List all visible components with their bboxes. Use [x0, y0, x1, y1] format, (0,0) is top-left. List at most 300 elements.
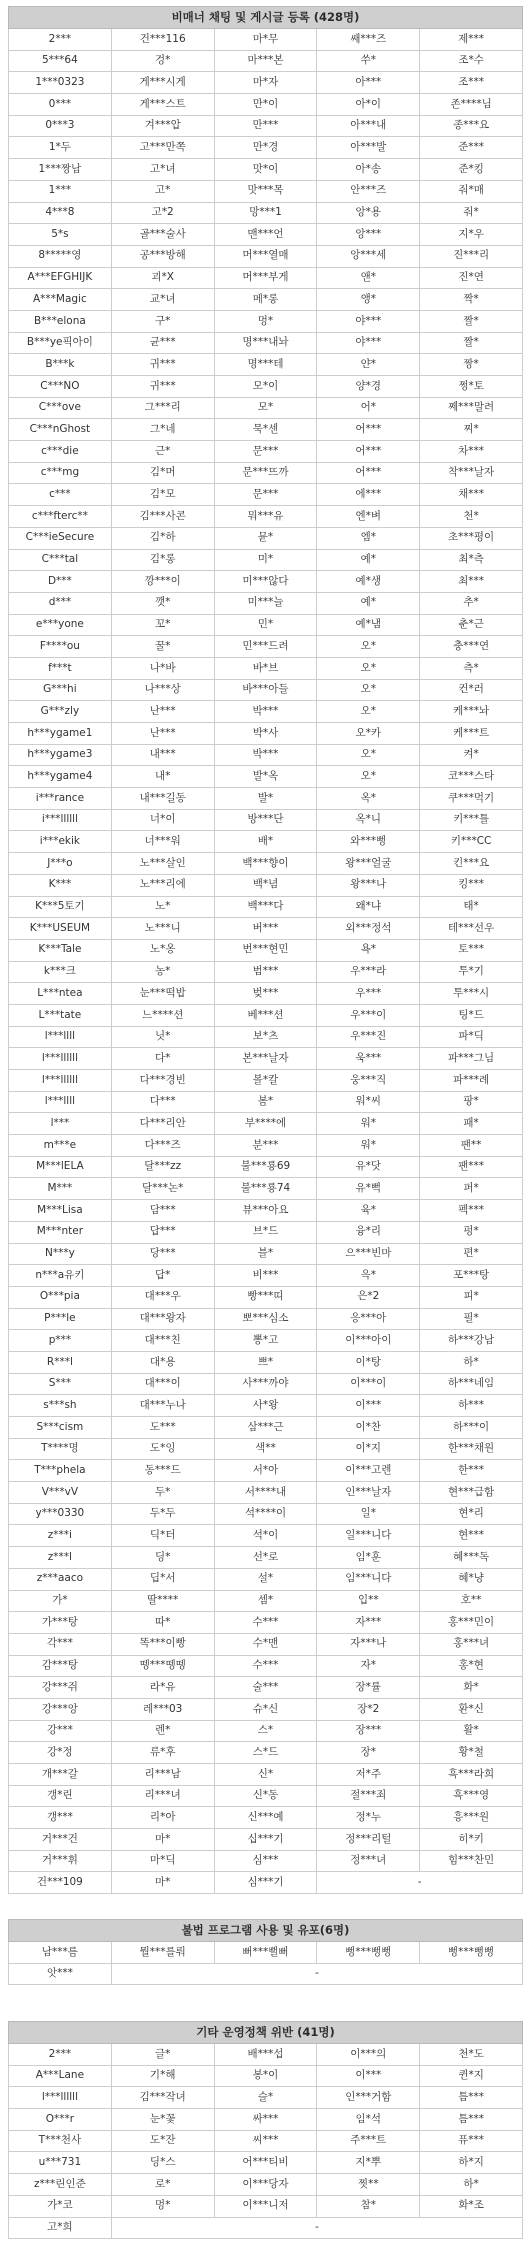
user-name-cell: 야*** [317, 332, 420, 354]
user-name-cell: 십***기 [214, 1829, 317, 1851]
user-name-cell: 왜*냐 [317, 896, 420, 918]
user-name-cell: 오* [317, 701, 420, 723]
ban-list [9, 29, 523, 1894]
table-row [9, 1872, 523, 1894]
user-name-cell: l***llll [9, 1091, 112, 1113]
table-row [9, 1764, 523, 1786]
user-name-cell: C***NO [9, 376, 112, 398]
user-name-cell: T***phela [9, 1460, 112, 1482]
user-name-cell: 김*하 [111, 527, 214, 549]
user-name-cell: 틈*** [420, 2109, 523, 2131]
user-name-cell: C***tal [9, 549, 112, 571]
user-name-cell: 비*** [214, 1265, 317, 1287]
user-name-cell: 편* [420, 1243, 523, 1265]
user-name-cell: A***EFGHIJK [9, 267, 112, 289]
user-name-cell: 백***다 [214, 896, 317, 918]
user-name-cell: 노***살인 [111, 853, 214, 875]
user-name-cell: 보*츠 [214, 1026, 317, 1048]
user-name-cell: 우***이 [317, 1004, 420, 1026]
user-name-cell: 렌* [111, 1720, 214, 1742]
user-name-cell: z***i [9, 1525, 112, 1547]
user-name-cell: 불***룡69 [214, 1156, 317, 1178]
user-name-cell: 킨***요 [420, 853, 523, 875]
user-name-cell: 슬* [214, 2087, 317, 2109]
user-name-cell: 뗑***뗑뗑 [111, 1655, 214, 1677]
user-name-cell: 딩*스 [111, 2152, 214, 2174]
user-name-cell: 욕* [317, 939, 420, 961]
user-name-cell: n***a유키 [9, 1265, 112, 1287]
section-unmannered-chat [8, 6, 523, 1894]
user-name-cell: 다* [111, 1048, 214, 1070]
user-name-cell: 테***선우 [420, 918, 523, 940]
table-row [9, 180, 523, 202]
user-name-cell: 혜***독 [420, 1547, 523, 1569]
table-row [9, 267, 523, 289]
user-name-cell: O***pia [9, 1286, 112, 1308]
user-name-cell: 리*아 [111, 1807, 214, 1829]
user-name-cell: 내* [111, 766, 214, 788]
user-name-cell: 이***이 [317, 1373, 420, 1395]
user-name-cell: 케***놔 [420, 701, 523, 723]
user-name-cell: 컨*러 [420, 679, 523, 701]
user-name-cell: 4***8 [9, 202, 112, 224]
table-row [9, 441, 523, 463]
user-name-cell: f***t [9, 657, 112, 679]
table-row [9, 1113, 523, 1135]
user-name-cell: 찟** [317, 2174, 420, 2196]
user-name-cell: 스* [214, 1720, 317, 1742]
user-name-cell: 너*이 [111, 809, 214, 831]
user-name-cell: 앙***세 [317, 245, 420, 267]
user-name-cell: 머***열매 [214, 245, 317, 267]
user-name-cell: z***l [9, 1547, 112, 1569]
user-name-cell: 채*** [420, 484, 523, 506]
user-name-cell: 범*** [214, 961, 317, 983]
user-name-cell: 진***리 [420, 245, 523, 267]
user-name-cell: 내***길동 [111, 788, 214, 810]
user-name-cell: 홍*현 [420, 1655, 523, 1677]
user-name-cell: 노* [111, 896, 214, 918]
table-header-row [9, 1920, 523, 1942]
user-name-cell: 이***당자 [214, 2174, 317, 2196]
table-row [9, 766, 523, 788]
user-name-cell: 제*** [420, 29, 523, 51]
table-row [9, 137, 523, 159]
user-name-cell: 화* [420, 1677, 523, 1699]
user-name-cell: 하* [420, 2174, 523, 2196]
table-row [9, 1655, 523, 1677]
table-row [9, 657, 523, 679]
user-name-cell: 불***룡74 [214, 1178, 317, 1200]
table-header [9, 1920, 523, 1942]
user-name-cell: 답*** [111, 1221, 214, 1243]
user-name-cell: 호** [420, 1590, 523, 1612]
user-name-cell: 베***션 [214, 1004, 317, 1026]
user-name-cell: 아*송 [317, 159, 420, 181]
user-name-cell: 장* [317, 1742, 420, 1764]
user-name-cell: 하***네임 [420, 1373, 523, 1395]
user-name-cell: 동***드 [111, 1460, 214, 1482]
user-name-cell: 토*** [420, 939, 523, 961]
user-name-cell: 은*2 [317, 1286, 420, 1308]
user-name-cell: 춘*근 [420, 614, 523, 636]
user-name-cell: 어*** [317, 441, 420, 463]
user-name-cell: 펑* [420, 1221, 523, 1243]
table-header-row [9, 7, 523, 29]
user-name-cell: 정***리털 [317, 1829, 420, 1851]
table-row [9, 1048, 523, 1070]
user-name-cell: 최*** [420, 571, 523, 593]
user-name-cell: 기*해 [111, 2065, 214, 2087]
user-name-cell: 오* [317, 744, 420, 766]
table-row [9, 2195, 523, 2217]
user-name-cell: 겨***압 [111, 115, 214, 137]
user-name-cell: 퀸*지 [420, 2065, 523, 2087]
user-name-cell: 삼***근 [214, 1417, 317, 1439]
user-name-cell: 건***116 [111, 29, 214, 51]
user-name-cell: c***die [9, 441, 112, 463]
user-name-cell: 이***의 [317, 2044, 420, 2066]
user-name-cell: 1*** [9, 180, 112, 202]
user-name-cell: 이*찬 [317, 1417, 420, 1439]
user-name-cell: 참* [317, 2195, 420, 2217]
user-name-cell: 가* [9, 1590, 112, 1612]
user-name-cell: 감***탕 [9, 1655, 112, 1677]
user-name-cell: 유*뻑 [317, 1178, 420, 1200]
table-row [9, 2152, 523, 2174]
user-name-cell: 분*** [214, 1135, 317, 1157]
user-name-cell: J***o [9, 853, 112, 875]
user-name-cell: 자***나 [317, 1633, 420, 1655]
table-row [9, 2174, 523, 2196]
user-name-cell: 뭐***유 [214, 506, 317, 528]
user-name-cell: 절***죄 [317, 1785, 420, 1807]
user-name-cell: 서****내 [214, 1482, 317, 1504]
user-name-cell: 방***단 [214, 809, 317, 831]
table-row [9, 1785, 523, 1807]
user-name-cell: 균*** [111, 332, 214, 354]
user-name-cell: 2*** [9, 29, 112, 51]
table-row [9, 1351, 523, 1373]
empty-cell: - [317, 1872, 523, 1894]
user-name-cell: 팡* [420, 1091, 523, 1113]
user-name-cell: 석****이 [214, 1503, 317, 1525]
user-name-cell: 민***드려 [214, 636, 317, 658]
user-name-cell: 워* [317, 1135, 420, 1157]
user-name-cell: L***tate [9, 1004, 112, 1026]
table-row [9, 1547, 523, 1569]
user-name-cell: 준*킹 [420, 159, 523, 181]
user-name-cell: 뮨* [214, 527, 317, 549]
user-name-cell: 문*** [214, 441, 317, 463]
user-name-cell: l***llll [9, 1026, 112, 1048]
table-row [9, 1482, 523, 1504]
user-name-cell: 존****님 [420, 94, 523, 116]
table-row [9, 1612, 523, 1634]
user-name-cell: 필* [420, 1308, 523, 1330]
user-name-cell: K***USEUM [9, 918, 112, 940]
user-name-cell: 패* [420, 1113, 523, 1135]
table-row [9, 1395, 523, 1417]
table-row [9, 1742, 523, 1764]
table-row [9, 2044, 523, 2066]
user-name-cell: 신***예 [214, 1807, 317, 1829]
user-name-cell: 투***시 [420, 983, 523, 1005]
user-name-cell: 나*바 [111, 657, 214, 679]
user-name-cell: 앗*** [9, 1963, 112, 1985]
user-name-cell: 준*** [420, 137, 523, 159]
ban-table [8, 6, 523, 1894]
user-name-cell: 자*** [317, 1612, 420, 1634]
table-row [9, 1698, 523, 1720]
user-name-cell: 배* [214, 831, 317, 853]
user-name-cell: 머***부게 [214, 267, 317, 289]
table-row [9, 419, 523, 441]
user-name-cell: 거***휘 [9, 1850, 112, 1872]
user-name-cell: 번***현민 [214, 939, 317, 961]
user-name-cell: 술*** [214, 1677, 317, 1699]
user-name-cell: 저*주 [317, 1764, 420, 1786]
ban-list [9, 2044, 523, 2239]
table-row [9, 527, 523, 549]
table-row [9, 50, 523, 72]
user-name-cell: 박*** [214, 701, 317, 723]
user-name-cell: 사***까야 [214, 1373, 317, 1395]
user-name-cell: 오* [317, 657, 420, 679]
user-name-cell: 당*** [111, 1243, 214, 1265]
user-name-cell: 홍***민이 [420, 1612, 523, 1634]
user-name-cell: 근* [111, 441, 214, 463]
user-name-cell: 바*브 [214, 657, 317, 679]
user-name-cell: 차*** [420, 441, 523, 463]
user-name-cell: C***nGhost [9, 419, 112, 441]
table-row [9, 1135, 523, 1157]
user-name-cell: 충***연 [420, 636, 523, 658]
user-name-cell: M***Lisa [9, 1200, 112, 1222]
user-name-cell: l*** [9, 1113, 112, 1135]
table-row [9, 788, 523, 810]
table-row [9, 723, 523, 745]
user-name-cell: 임*석 [317, 2109, 420, 2131]
user-name-cell: 닛* [111, 1026, 214, 1048]
user-name-cell: 도*잉 [111, 1438, 214, 1460]
user-name-cell: 코***스타 [420, 766, 523, 788]
table-row [9, 1265, 523, 1287]
user-name-cell: 외***정석 [317, 918, 420, 940]
user-name-cell: 안***즈 [317, 180, 420, 202]
user-name-cell: 정***녀 [317, 1850, 420, 1872]
table-row [9, 1070, 523, 1092]
user-name-cell: 대***이 [111, 1373, 214, 1395]
user-name-cell: 임***니다 [317, 1568, 420, 1590]
user-name-cell: 가*코 [9, 2195, 112, 2217]
user-name-cell: 뻐***뻘뻐 [214, 1942, 317, 1964]
user-name-cell: 대***친 [111, 1330, 214, 1352]
ban-table [8, 1919, 523, 1985]
user-name-cell: 만*경 [214, 137, 317, 159]
user-name-cell: 문***뜨까 [214, 462, 317, 484]
user-name-cell: F****ou [9, 636, 112, 658]
user-name-cell: T****명 [9, 1438, 112, 1460]
user-name-cell: 고***만쪽 [111, 137, 214, 159]
user-name-cell: 정*누 [317, 1807, 420, 1829]
user-name-cell: 종***요 [420, 115, 523, 137]
user-name-cell: 하*** [420, 1395, 523, 1417]
user-name-cell: 이*** [317, 2065, 420, 2087]
user-name-cell: 쩨***말려 [420, 397, 523, 419]
user-name-cell: 멍* [214, 310, 317, 332]
table-row [9, 2130, 523, 2152]
user-name-cell: 볼*칼 [214, 1070, 317, 1092]
table-row [9, 115, 523, 137]
user-name-cell: G***zly [9, 701, 112, 723]
table-row [9, 289, 523, 311]
user-name-cell: 어*** [317, 419, 420, 441]
table-row [9, 1091, 523, 1113]
user-name-cell: 딸**** [111, 1590, 214, 1612]
user-name-cell: 진*연 [420, 267, 523, 289]
user-name-cell: B***ye픽아이 [9, 332, 112, 354]
user-name-cell: 나***상 [111, 679, 214, 701]
user-name-cell: 다***리안 [111, 1113, 214, 1135]
user-name-cell: 1***짱남 [9, 159, 112, 181]
user-name-cell: 강***앙 [9, 1698, 112, 1720]
user-name-cell: 그***리 [111, 397, 214, 419]
user-name-cell: 귀*** [111, 376, 214, 398]
table-row [9, 636, 523, 658]
user-name-cell: 뻥***뻥뻥 [317, 1942, 420, 1964]
user-name-cell: 쿠***먹기 [420, 788, 523, 810]
table-row [9, 310, 523, 332]
user-name-cell: 수*맨 [214, 1633, 317, 1655]
user-name-cell: h***ygame4 [9, 766, 112, 788]
user-name-cell: 키***CC [420, 831, 523, 853]
user-name-cell: 응***아 [317, 1308, 420, 1330]
table-row [9, 1829, 523, 1851]
user-name-cell: 맨***언 [214, 224, 317, 246]
user-name-cell: 펙*** [420, 1200, 523, 1222]
user-name-cell: 구* [111, 310, 214, 332]
user-name-cell: 흑***영 [420, 1785, 523, 1807]
user-name-cell: 1***0323 [9, 72, 112, 94]
user-name-cell: 석*이 [214, 1525, 317, 1547]
user-name-cell: M*** [9, 1178, 112, 1200]
user-name-cell: 노***니 [111, 918, 214, 940]
user-name-cell: 뻥***뻥뻥 [420, 1942, 523, 1964]
user-name-cell: c***fterc** [9, 506, 112, 528]
table-row [9, 1942, 523, 1964]
table-row [9, 462, 523, 484]
user-name-cell: 김*롱 [111, 549, 214, 571]
user-name-cell: 건***109 [9, 1872, 112, 1894]
user-name-cell: 멍* [111, 2195, 214, 2217]
user-name-cell: 한***채원 [420, 1438, 523, 1460]
user-name-cell: 이*** [317, 1395, 420, 1417]
table-row [9, 2109, 523, 2131]
user-name-cell: 강***쥐 [9, 1677, 112, 1699]
ban-table [8, 2021, 523, 2239]
user-name-cell: 켜* [420, 744, 523, 766]
table-row [9, 831, 523, 853]
user-name-cell: 2*** [9, 2044, 112, 2066]
user-name-cell: 태* [420, 896, 523, 918]
user-name-cell: 다***경빈 [111, 1070, 214, 1092]
user-name-cell: 모*이 [214, 376, 317, 398]
user-name-cell: c*** [9, 484, 112, 506]
user-name-cell: 신*동 [214, 1785, 317, 1807]
user-name-cell: 똑***이빵 [111, 1633, 214, 1655]
table-row [9, 1568, 523, 1590]
user-name-cell: 싸*** [214, 2109, 317, 2131]
table-row [9, 853, 523, 875]
table-row [9, 72, 523, 94]
user-name-cell: 이*탕 [317, 1351, 420, 1373]
user-name-cell: 난*** [111, 701, 214, 723]
user-name-cell: 남***름 [9, 1942, 112, 1964]
table-row [9, 874, 523, 896]
user-name-cell: 엠* [317, 527, 420, 549]
user-name-cell: 짤* [420, 310, 523, 332]
user-name-cell: 아*이 [317, 94, 420, 116]
user-name-cell: 민* [214, 614, 317, 636]
table-row [9, 809, 523, 831]
user-name-cell: 팬*** [420, 1156, 523, 1178]
user-name-cell: 사*왕 [214, 1395, 317, 1417]
user-name-cell: 융*리 [317, 1221, 420, 1243]
user-name-cell: 가***탕 [9, 1612, 112, 1634]
user-name-cell: 김*모 [111, 484, 214, 506]
user-name-cell: 대***우 [111, 1286, 214, 1308]
user-name-cell: 수*** [214, 1612, 317, 1634]
table-row [9, 1720, 523, 1742]
user-name-cell: 옥* [317, 788, 420, 810]
user-name-cell: 뷰***아요 [214, 1200, 317, 1222]
user-name-cell: K***5토기 [9, 896, 112, 918]
table-row [9, 1503, 523, 1525]
table-row [9, 29, 523, 51]
user-name-cell: 심***기 [214, 1872, 317, 1894]
table-row [9, 1156, 523, 1178]
user-name-cell: 각*** [9, 1633, 112, 1655]
user-name-cell: 어* [317, 397, 420, 419]
user-name-cell: 마*자 [214, 72, 317, 94]
user-name-cell: 하***강남 [420, 1330, 523, 1352]
user-name-cell: 박*** [214, 744, 317, 766]
user-name-cell: 두*두 [111, 1503, 214, 1525]
user-name-cell: 노*옹 [111, 939, 214, 961]
user-name-cell: 게***시게 [111, 72, 214, 94]
user-name-cell: 바***아들 [214, 679, 317, 701]
user-name-cell: 앤* [317, 267, 420, 289]
user-name-cell: 박*사 [214, 723, 317, 745]
user-name-cell: 벚*** [214, 983, 317, 1005]
table-row [9, 1525, 523, 1547]
user-name-cell: 포***탕 [420, 1265, 523, 1287]
user-name-cell: 히*키 [420, 1829, 523, 1851]
user-name-cell: 장*2 [317, 1698, 420, 1720]
table-row [9, 1677, 523, 1699]
user-name-cell: B***k [9, 354, 112, 376]
user-name-cell: 아*** [317, 72, 420, 94]
user-name-cell: 팅*드 [420, 1004, 523, 1026]
user-name-cell: 인***거함 [317, 2087, 420, 2109]
user-name-cell: 우*** [317, 983, 420, 1005]
user-name-cell: 류*후 [111, 1742, 214, 1764]
table-row [9, 1200, 523, 1222]
user-name-cell: 로* [111, 2174, 214, 2196]
user-name-cell: 개***갈 [9, 1764, 112, 1786]
user-name-cell: 워* [317, 1113, 420, 1135]
